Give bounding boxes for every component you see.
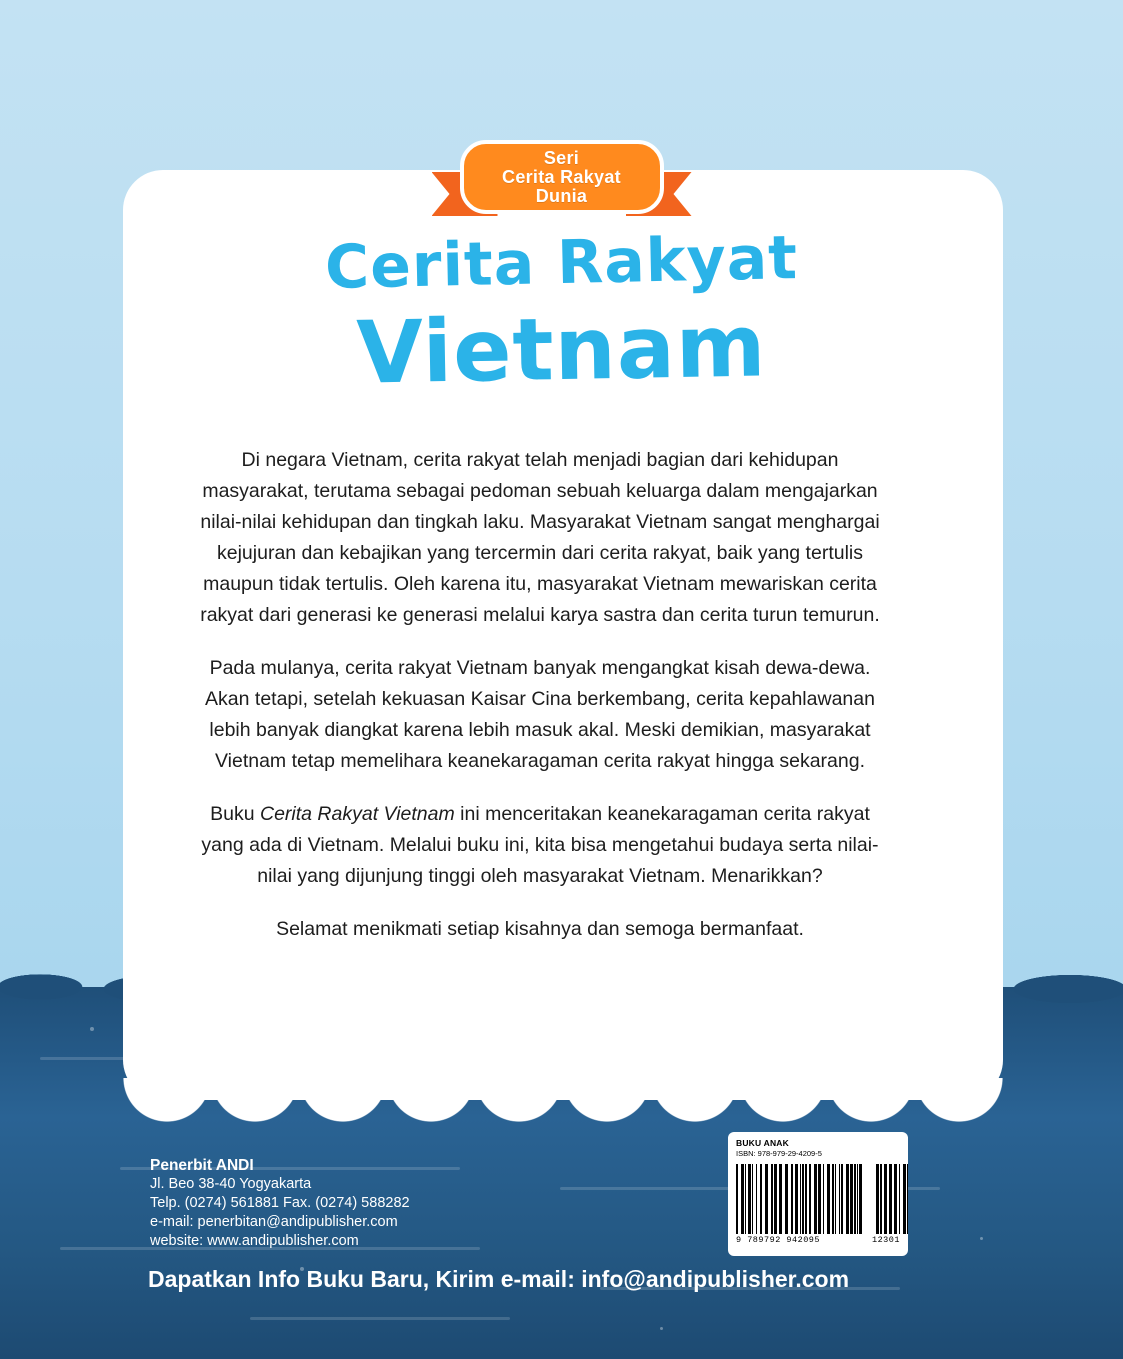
blurb-p3-pre: Buku <box>210 803 260 825</box>
book-title-line1: Cerita Rakyat <box>324 223 799 303</box>
blurb-p3-italic-title: Cerita Rakyat Vietnam <box>260 803 455 825</box>
barcode-main-bars <box>736 1164 864 1234</box>
series-badge-line2: Cerita Rakyat <box>502 166 621 187</box>
ribbon-body <box>460 140 664 214</box>
publisher-website: website: www.andipublisher.com <box>150 1233 359 1249</box>
book-title-line2: Vietnam <box>355 296 768 404</box>
barcode-number-addon: 12301 <box>871 1235 900 1245</box>
barcode-addon-bars <box>876 1164 910 1234</box>
publisher-phone: Telp. (0274) 561881 Fax. (0274) 588282 <box>150 1195 410 1211</box>
publisher-name: Penerbit ANDI <box>150 1157 254 1174</box>
barcode-number-main: 9 789792 942095 <box>736 1235 821 1245</box>
content-card-scalloped-edge <box>123 1078 1003 1124</box>
blurb-paragraph-2: Pada mulanya, cerita rakyat Vietnam banyak mengangkat kisah dewa-dewa. Akan tetapi, setelah kekuasan Kaisar Cina berkembang, cerita kepahlawanan lebih banyak diangkat karena lebih masuk akal. Meski demikian, masyarakat Vietnam tetap memelihara keanekaragaman cerita rakyat hingga sekarang. <box>205 657 875 772</box>
blurb-text <box>190 445 890 945</box>
series-badge-line1: Seri <box>543 147 580 168</box>
blurb-p3-post: ini menceritakan keanekaragaman cerita rakyat yang ada di Vietnam. Melalui buku ini, kita bisa mengetahui budaya serta nilai-nilai yang dijunjung tinggi oleh masyarakat Vietnam. Menarikkan? <box>201 803 879 887</box>
series-badge-line3: Dunia <box>535 185 588 206</box>
publisher-address: Jl. Beo 38-40 Yogyakarta <box>150 1176 312 1192</box>
publisher-info <box>150 1156 410 1251</box>
barcode-category: BUKU ANAK <box>736 1138 789 1148</box>
barcode-isbn: ISBN: 978-979-29-4209-5 <box>736 1149 822 1158</box>
series-badge <box>432 130 692 225</box>
blurb-paragraph-4: Selamat menikmati setiap kisahnya dan semoga bermanfaat. <box>276 918 804 940</box>
publisher-email: e-mail: penerbitan@andipublisher.com <box>150 1214 398 1230</box>
footer-tagline: Dapatkan Info Buku Baru, Kirim e-mail: info@andipublisher.com <box>148 1266 850 1292</box>
barcode-bars <box>736 1164 900 1234</box>
barcode-block <box>728 1132 908 1256</box>
blurb-paragraph-3 <box>190 799 890 892</box>
barcode-numbers <box>736 1235 900 1245</box>
blurb-paragraph-1: Di negara Vietnam, cerita rakyat telah menjadi bagian dari kehidupan masyarakat, terutama sebagai pedoman sebuah keluarga dalam mengajarkan nilai-nilai kehidupan dan tingkah laku. Masyarakat Vietnam sangat menghargai kejujuran dan kebajikan yang tercermin dari cerita rakyat, baik yang tertulis maupun tidak tertulis. Oleh karena itu, masyarakat Vietnam mewariskan cerita rakyat dari generasi ke generasi melalui karya sastra dan cerita turun temurun. <box>200 449 880 626</box>
